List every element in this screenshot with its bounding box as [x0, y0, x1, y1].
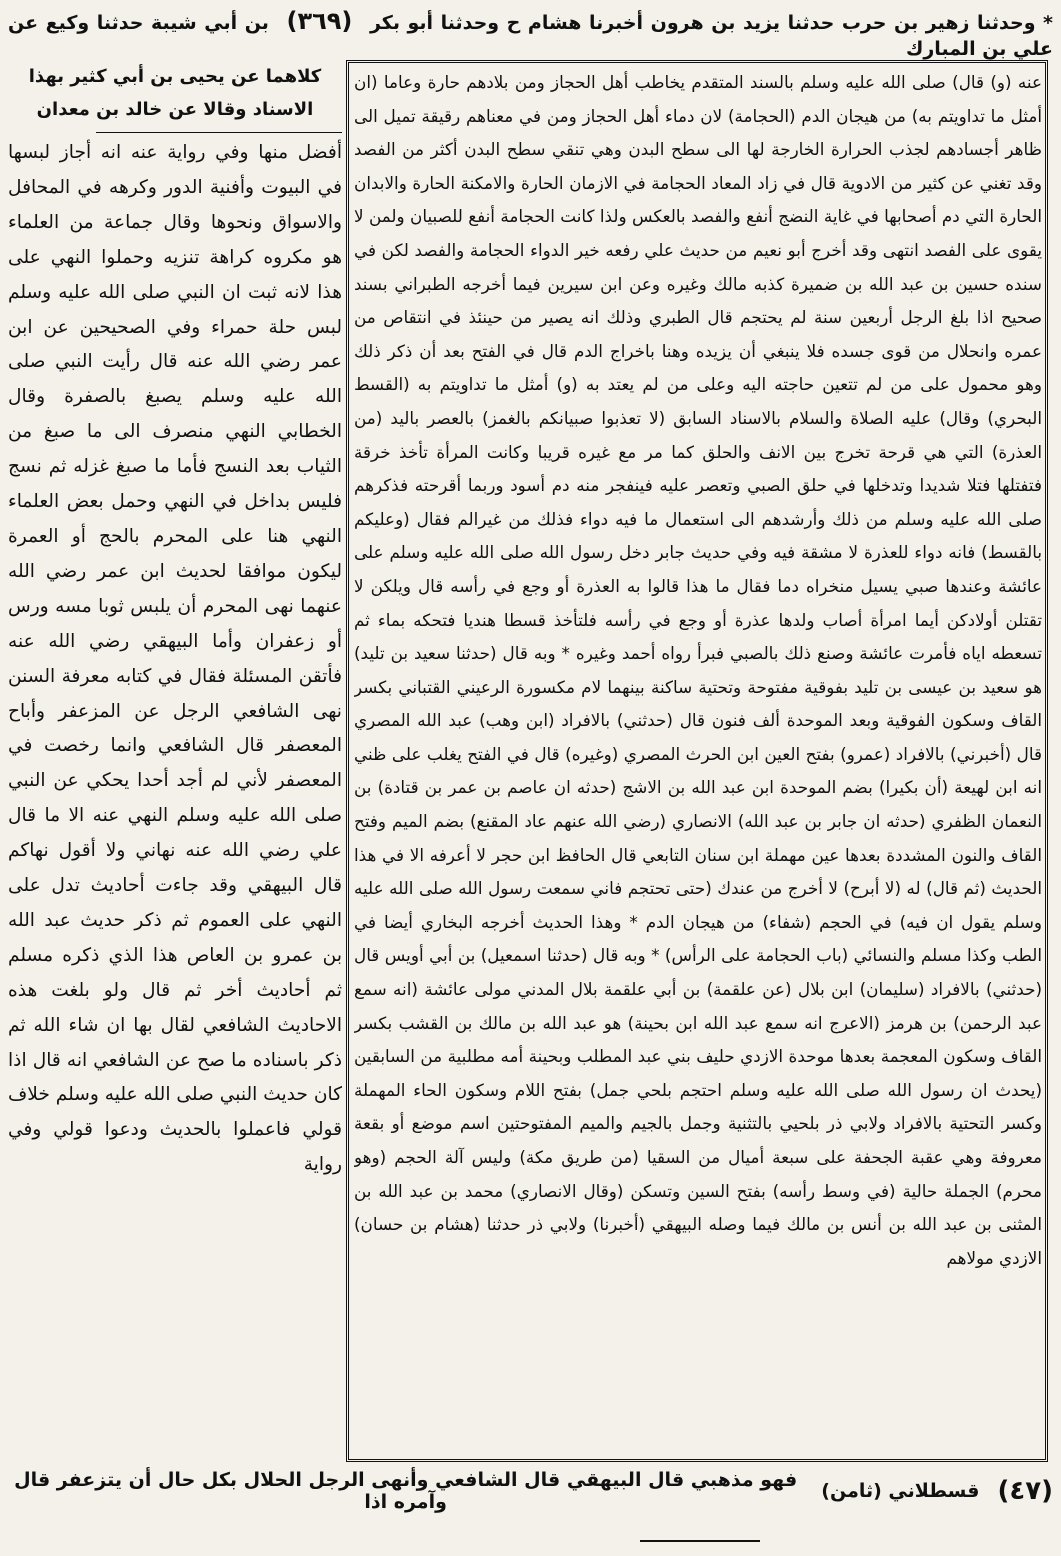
side-top-line: كلاهما عن يحيى بن أبي كثير بهذا [28, 66, 322, 87]
footer-text: فهو مذهبي قال البيهقي قال الشافعي وأنهى الرجل الحلال بكل حال أن يتزعفر قال وآمره اذا [14, 1469, 798, 1513]
main-paragraph: عنه (و) قال) صلى الله عليه وسلم بالسند المتقدم يخاطب أهل الحجاز ومن بلادهم حارة وعاما (ان أمثل ما تداويتم به) من هيجان الدم (الحجامة) لان دماء أهل الحجاز ومن في معناهم رقيقة تميل الى ظاهر أجسادهم لجذب الحرارة الخارجة لها الى سطح البدن وهي تنقي سطح البدن أكثر من الفصد وقد تغني عن كثير من الادوية قال في زاد المعاد الحجامة في الازمان الحارة والامكنة الحارة والابدان الحارة التي دم أصحابها في غاية النضج أنفع والفصد بالعكس ولذا كانت الحجامة أنفع للصبيان ولمن لا يقوى على الفصد انتهى وقد أخرج أبو نعيم من حديث علي رفعه خير الدواء الحجامة والفصد لكن في سنده حسين بن عبد الله بن ضميرة كذبه مالك وغيره وعن ابن سيرين فيما أخرجه الطبراني بسند صحيح اذا بلغ الرجل أربعين سنة لم يحتجم قال الطبري وذلك انه يصير من حينئذ في انتقاص من عمره وانحلال من قوى جسده فلا ينبغي أن يزيده وهنا باخراج الدم قال في الفتح بعد أن ذكر ذلك وهو محمول على من لم تتعين حاجته اليه وعلى من لم يعتد به (و) أمثل ما تداويتم به (القسط البحري) وقال) عليه الصلاة والسلام بالاسناد السابق (لا تعذبوا صبيانكم بالغمز) بالعصر باليد (من العذرة) التي هي قرحة تخرج بين الانف والحلق كما مر مع غيره قريبا وكانت المرأة تأخذ خرقة فتفتلها فتلا شديدا وتدخلها في حلق الصبي وتعصر عليه فينفجر منه دم أسود وربما أقرحته فذكرهم صلى الله عليه وسلم من ذلك وأرشدهم الى استعمال ما فيه دواء فذلك من غيرالم فقال (وعليكم بالقسط) فانه دواء للعذرة لا مشقة فيه وفي حديث جابر دخل رسول الله صلى الله عليه وسلم على عائشة وعندها صبي يسيل منخراه دما فقال ما هذا قالوا به العذرة أو وجع في رأسه قال ويلكن لا تقتلن أولادكن أيما امرأة أصاب ولدها عذرة أو وجع في رأسه فلتأخذ قسطا هنديا فتحكه بماء ثم تسعطه اياه فأمرت عائشة وصنع ذلك بالصبي فبرأ رواه أحمد وغيره * وبه قال (حدثنا سعيد بن تليد) هو سعيد بن عيسى بن تليد بفوقية مفتوحة وتحتية ساكنة بينهما لام مكسورة الرعيني القتباني بكسر القاف وسكون الفوقية وبعد الموحدة ألف فنون قال (حدثني) بالافراد (ابن وهب) عبد الله المصري قال (أخبرني) بالافراد (عمرو) بفتح العين ابن الحرث المصري (وغيره) قال في الفتح يغلب على ظني انه ابن لهيعة (أن بكيرا) بضم الموحدة ابن عبد الله بن الاشج (حدثه ان عاصم بن عمر بن قتادة) بن النعمان الظفري (حدثه ان جابر بن عبد الله) الانصاري (رضي الله عنهم عاد المقنع) بضم الميم وفتح القاف والنون المشددة بعدها عين مهملة ابن سنان التابعي قال الحافظ ابن حجر لا أعرفه الا في هذا الحديث (ثم قال) له (لا أبرح) لا أخرج من عندك (حتى تحتجم فاني سمعت رسول الله صلى الله عليه وسلم يقول ان فيه) في الحجم (شفاء) من هيجان الدم * وهذا الحديث أخرجه البخاري أيضا في الطب وكذا مسلم والنسائي (باب الحجامة على الرأس) * وبه قال (حدثنا اسمعيل) بن أبي أويس قال (حدثني) بالافراد (سليمان) ابن بلال (عن علقمة) بن أبي علقمة بلال المدني مولى عائشة (انه سمع عبد الرحمن) بن هرمز (الاعرج انه سمع عبد الله ابن بحينة) هو عبد الله بن مالك بن القشب بكسر القاف وسكون المعجمة بعدها موحدة الازدي حليف بني عبد المطلب وبحينة أمه مطلبية من السابقين (يحدث ان رسول الله صلى الله عليه وسلم احتجم بلحي جمل) بفتح اللام وسكون الحاء المهملة وكسر التحتية بالافراد ولابي ذر بلحيي بالتثنية وجمل بالجيم والميم المفتوحتين اسم موضع أو بقعة معروفة وهي عقبة الجحفة على سبعة أميال من السقيا (من طريق مكة) وليس آلة الحجم (وهو محرم) الجملة حالية (في وسط رأسه) بفتح السين وتسكن (وقال الانصاري) محمد بن عبد الله بن المثنى بن عبد الله بن أنس بن مالك فيما وصله البيهقي (أخبرنا) ولابي ذر حدثنا (هشام بن حسان) الازدي مولاهم [354, 72, 1042, 1268]
side-divider [96, 132, 342, 133]
side-paragraph: أفضل منها وفي رواية عنه انه أجاز لبسها في البيوت وأفنية الدور وكرهه في المحافل والاسواق ونحوها وقال جماعة من العلماء هو مكروه كراهة تنزيه وحملوا النهي على هذا لانه ثبت ان النبي صلى الله عليه وسلم لبس حلة حمراء وفي الصحيحين عن ابن عمر رضي الله عنه قال رأيت النبي صلى الله عليه وسلم يصبغ بالصفرة وقال الخطابي النهي منصرف الى ما صبغ من الثياب بعد النسج فأما ما صبغ غزله ثم نسج فليس بداخل في النهي وحمل بعض العلماء النهي هنا على المحرم بالحج أو العمرة ليكون موافقا لحديث ابن عمر رضي الله عنهما نهى المحرم أن يلبس ثوبا مسه ورس أو زعفران وأما البيهقي رضي الله عنه فأتقن المسئلة فقال في كتابه معرفة السنن نهى الشافعي الرجل عن المزعفر وأباح المعصفر قال الشافعي وانما رخصت في المعصفر لأني لم أجد أحدا يحكي عن النبي صلى الله عليه وسلم النهي عنه الا ما قال علي رضي الله عنه نهاني ولا أقول نهاكم قال البيهقي وقد جاءت أحاديث تدل على النهي على العموم ثم ذكر حديث عبد الله بن عمرو بن العاص هذا الذي ذكره مسلم ثم أحاديث أخر ثم قال ولو بلغت هذه الاحاديث الشافعي لقال بها ان شاء الله ثم ذكر باسناده ما صح عن الشافعي انه قال اذا كان حديث النبي صلى الله عليه وسلم خلاف قولي فاعملوا بالحديث ودعوا قولي وفي رواية [8, 142, 342, 1176]
side-matn-lines [8, 60, 342, 128]
page-number: (٣٦٩) [286, 8, 353, 35]
page-footer [8, 1466, 1053, 1516]
bottom-ornament [640, 1540, 760, 1542]
sheet-label: قسطلاني (ثامن) [821, 1480, 980, 1502]
header-right-text: * وحدثنا زهير بن حرب حدثنا يزيد بن هرون أخبرنا هشام ح وحدثنا أبو بكر [369, 12, 1053, 34]
page-header [8, 8, 1053, 60]
sheet-number: (٤٧) [997, 1476, 1053, 1506]
header-left-text: بن أبي شيبة حدثنا وكيع عن علي بن المبارك [8, 12, 1053, 60]
side-top-line: الاسناد وقالا عن خالد بن معدان [36, 99, 314, 120]
main-commentary-column [354, 66, 1042, 1456]
side-commentary-column [8, 136, 342, 1466]
